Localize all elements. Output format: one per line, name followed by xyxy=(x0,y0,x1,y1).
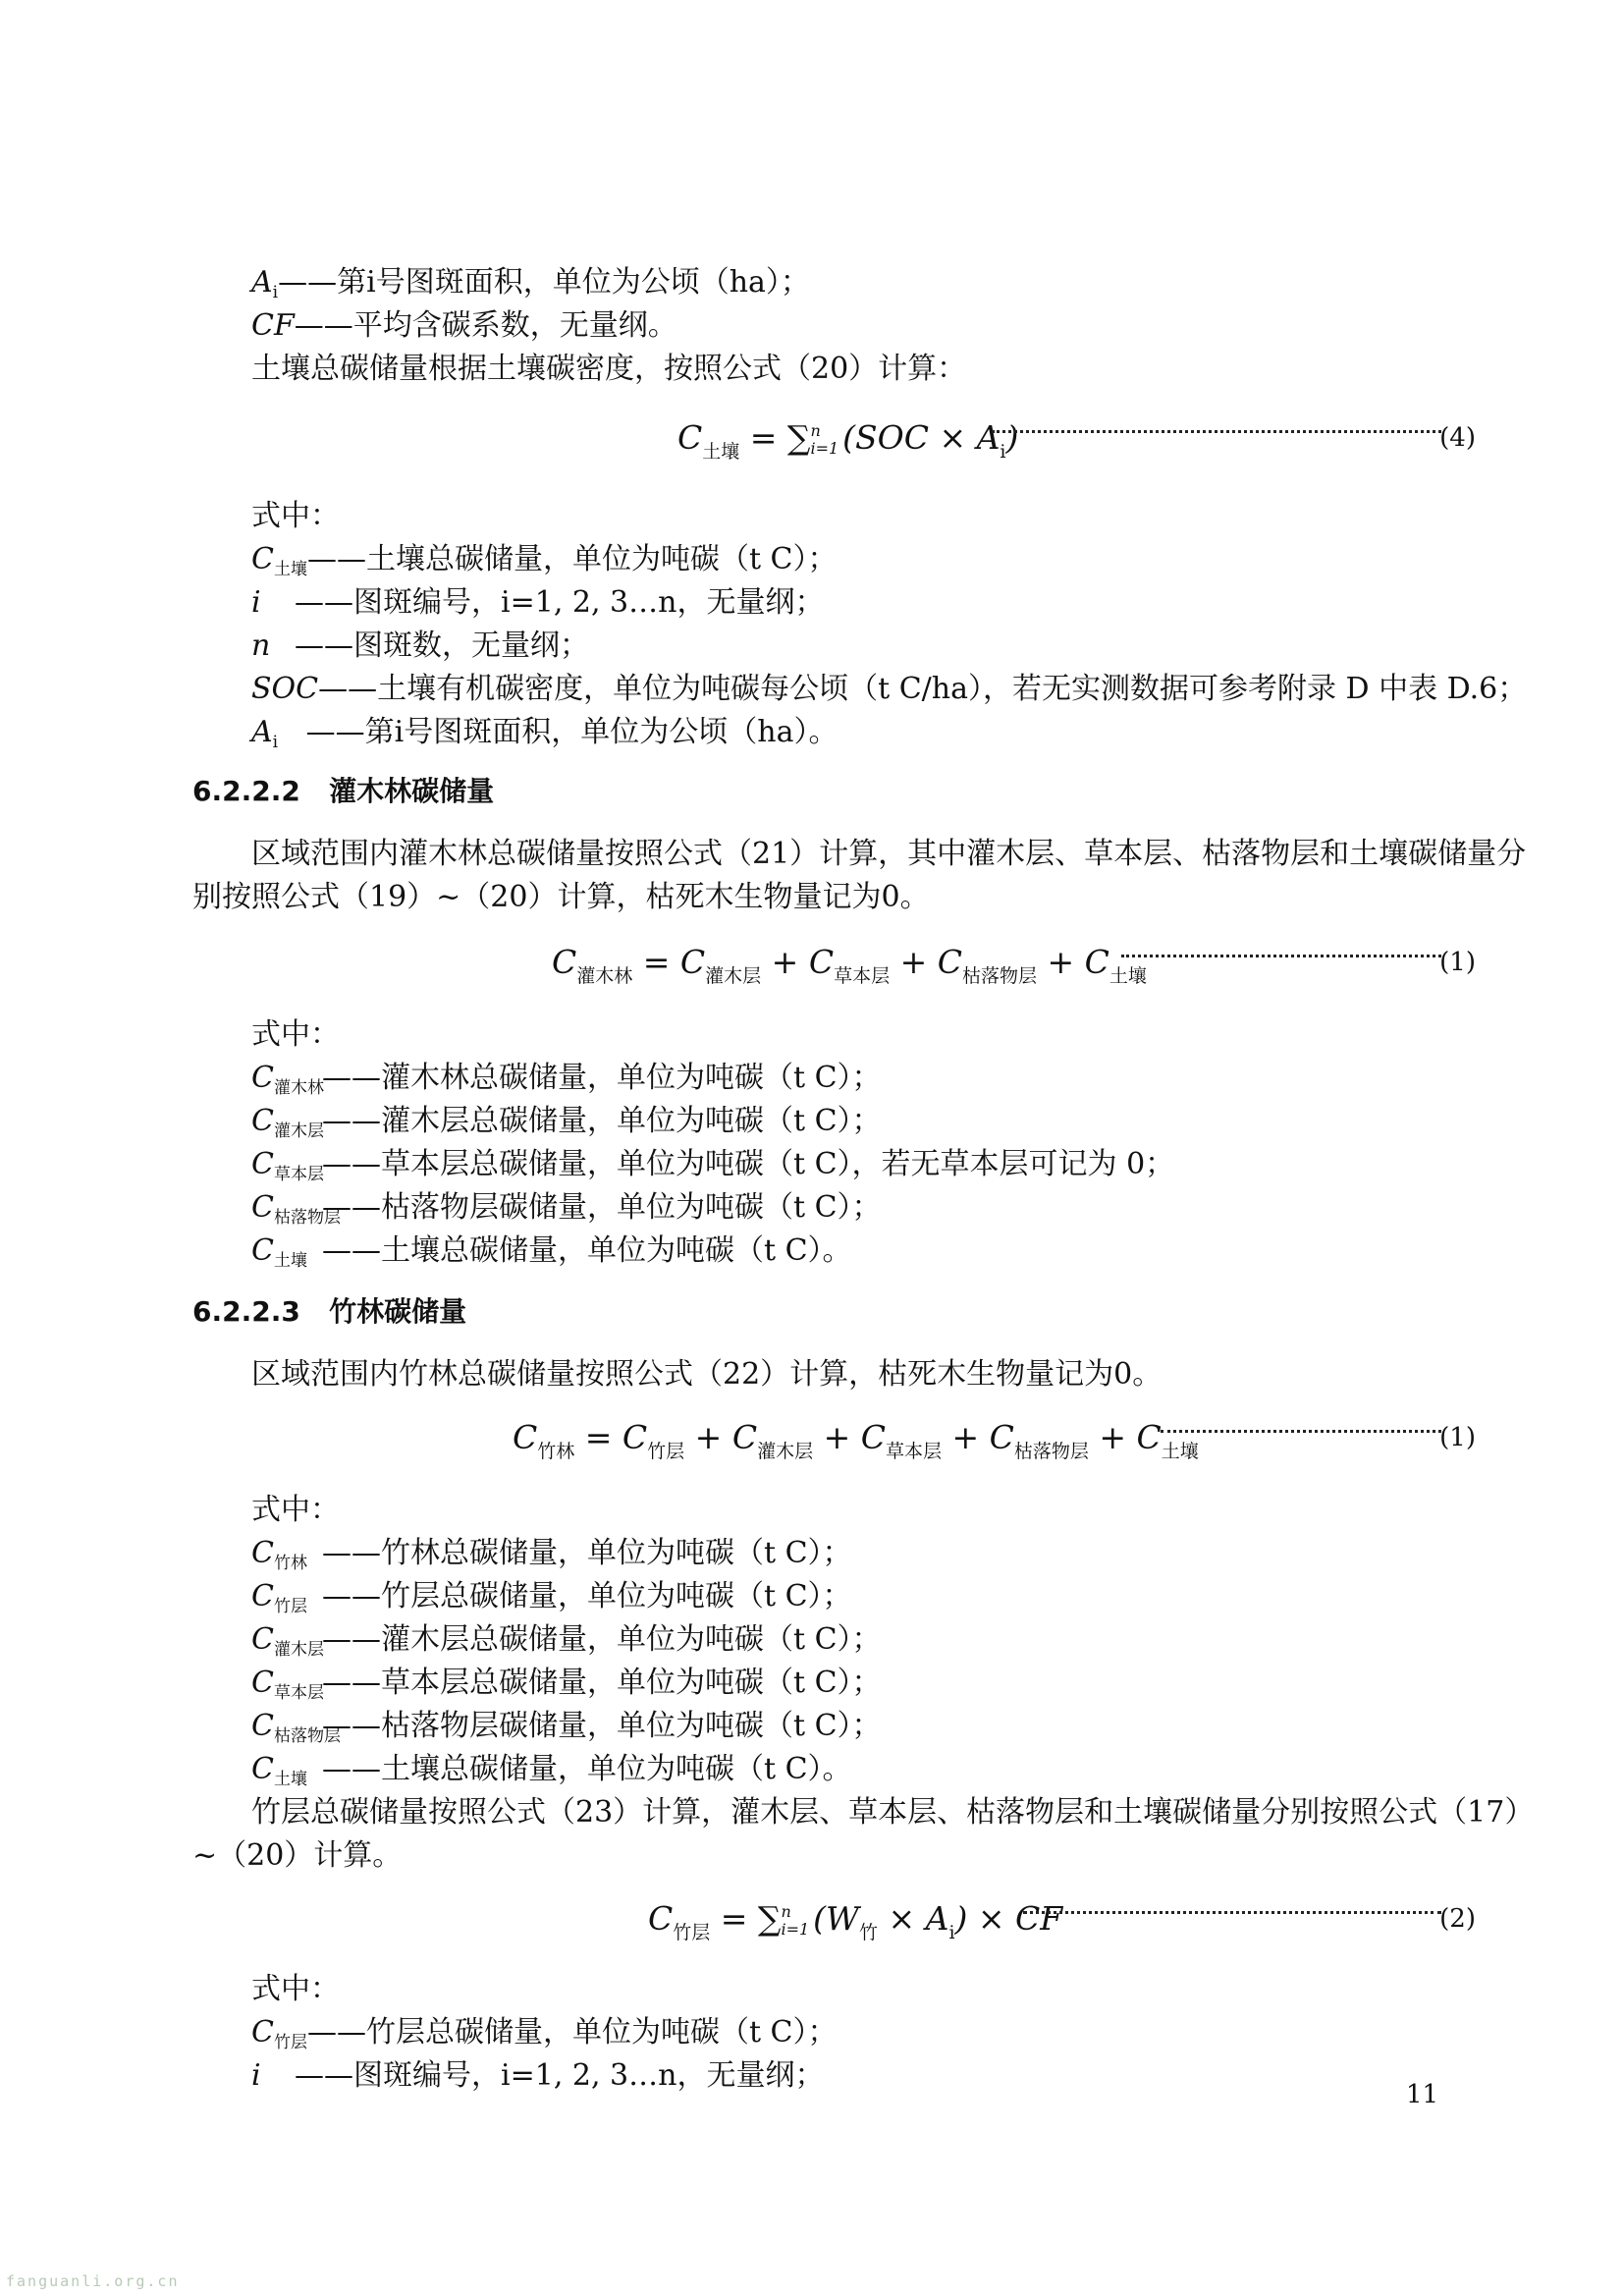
def-c-soil: $C_{土壤}——$土壤总碳储量，单位为吨碳（t C）； xyxy=(251,542,838,579)
def-cf xyxy=(251,306,677,346)
equation-number: (4) xyxy=(1439,423,1476,453)
symbol-sub: i xyxy=(272,283,279,302)
def-c-bamboo-layer: $C_{竹层}——$竹层总碳储量，单位为吨碳（t C）； xyxy=(251,2015,838,2052)
def-c-bamboo-layer: $C_{竹层}$ ——竹层总碳储量，单位为吨碳（t C）； xyxy=(251,1579,852,1616)
def-c-shrubland: $C_{灌木林}——$灌木林总碳储量，单位为吨碳（t C）； xyxy=(251,1061,882,1098)
def-c-bamboo-forest: $C_{竹林}$ ——竹林总碳储量，单位为吨碳（t C）； xyxy=(251,1536,852,1573)
formula: $C_{竹林} = C_{竹层} + C_{灌木层} + C_{草本层} + C_{枯落物层} + C_{土壤}$ xyxy=(513,1418,1199,1462)
page-number: 11 xyxy=(1406,2080,1439,2109)
def-c-shrub-layer: $C_{灌木层}——$灌木层总碳储量，单位为吨碳（t C）； xyxy=(251,1104,882,1141)
equation-number: (1) xyxy=(1439,1423,1476,1452)
where-heading: 式中： xyxy=(251,1493,340,1527)
equation-soil xyxy=(0,410,1623,465)
leader-dots xyxy=(992,426,1441,433)
equation-bamboo-layer xyxy=(0,1891,1623,1946)
def-ai-2: Ai ——第i号图斑面积，单位为公顷（ha）。 xyxy=(251,715,839,752)
def-c-herb-layer: $C_{草本层}——$草本层总碳储量，单位为吨碳（t C），若无草本层可记为 0； xyxy=(251,1147,1175,1184)
definition: ——平均含碳系数，无量纲。 xyxy=(294,308,677,343)
def-c-soil: $C_{土壤}$ ——土壤总碳储量，单位为吨碳（t C）。 xyxy=(251,1752,852,1789)
leader-dots xyxy=(1121,951,1441,957)
section-heading: 6.2.2.3 竹林碳储量 xyxy=(192,1295,467,1328)
equation-shrubland xyxy=(0,935,1623,990)
leader-dots xyxy=(1161,1426,1441,1433)
def-c-litter-layer: $C_{枯落物层}——$枯落物层碳储量，单位为吨碳（t C）； xyxy=(251,1190,882,1228)
def-c-herb-layer: $C_{草本层}——$草本层总碳储量，单位为吨碳（t C）； xyxy=(251,1666,882,1703)
definition: ——第i号图斑面积，单位为公顷（ha）； xyxy=(278,265,810,300)
def-ai xyxy=(251,263,810,312)
def-c-litter-layer: $C_{枯落物层}——$枯落物层碳储量，单位为吨碳（t C）； xyxy=(251,1709,882,1746)
equation-number: (2) xyxy=(1439,1904,1476,1934)
def-i: i ——图斑编号，i=1, 2, 3…n，无量纲； xyxy=(251,2058,825,2093)
paragraph: 别按照公式（19）~（20）计算，枯死木生物量记为0。 xyxy=(192,880,930,914)
watermark: fanguanli.org.cn xyxy=(6,2272,180,2290)
formula: $C_{灌木林} = C_{灌木层} + C_{草本层} + C_{枯落物层} + C_{土壤}$ xyxy=(552,943,1147,987)
formula: $C_{竹层} = \sum n$ i=1 $(W_竹 \times A_i)$ × CF xyxy=(648,1899,1063,1943)
def-c-shrub-layer: $C_{灌木层}——$灌木层总碳储量，单位为吨碳（t C）； xyxy=(251,1622,882,1660)
def-c-soil: $C_{土壤}$ ——土壤总碳储量，单位为吨碳（t C）。 xyxy=(251,1233,852,1271)
def-i: i ——图斑编号，i=1, 2, 3…n，无量纲； xyxy=(251,585,825,620)
leader-dots xyxy=(1023,1907,1441,1914)
where-heading: 式中： xyxy=(251,1972,340,2006)
sum-limits: n i=1 xyxy=(781,1902,810,1939)
paragraph: ~（20）计算。 xyxy=(192,1838,403,1873)
def-n: n ——图斑数，无量纲； xyxy=(251,629,589,663)
where-heading: 式中： xyxy=(251,499,340,533)
formula: $C_{土壤} = \sum n$ i=1 $(SOC \times A_i)$ xyxy=(677,418,1019,463)
equation-bamboo xyxy=(0,1410,1623,1465)
paragraph: 土壤总碳储量根据土壤碳密度，按照公式（20）计算： xyxy=(251,352,967,386)
symbol: CF xyxy=(251,308,295,343)
paragraph: 区域范围内灌木林总碳储量按照公式（21）计算，其中灌木层、草本层、枯落物层和土壤碳储量分 xyxy=(251,837,1527,871)
section-heading: 6.2.2.2 灌木林碳储量 xyxy=(192,775,495,807)
sum-limits: n i=1 xyxy=(810,421,839,458)
paragraph: 区域范围内竹林总碳储量按照公式（22）计算，枯死木生物量记为0。 xyxy=(251,1357,1163,1392)
where-heading: 式中： xyxy=(251,1017,340,1052)
paragraph: 竹层总碳储量按照公式（23）计算，灌木层、草本层、枯落物层和土壤碳储量分别按照公式（17） xyxy=(251,1795,1535,1830)
equation-number: (1) xyxy=(1439,948,1476,977)
def-soc: SOC——土壤有机碳密度，单位为吨碳每公顷（t C/ha），若无实测数据可参考附录 D 中表 D.6； xyxy=(251,672,1528,706)
symbol: A xyxy=(251,265,273,300)
